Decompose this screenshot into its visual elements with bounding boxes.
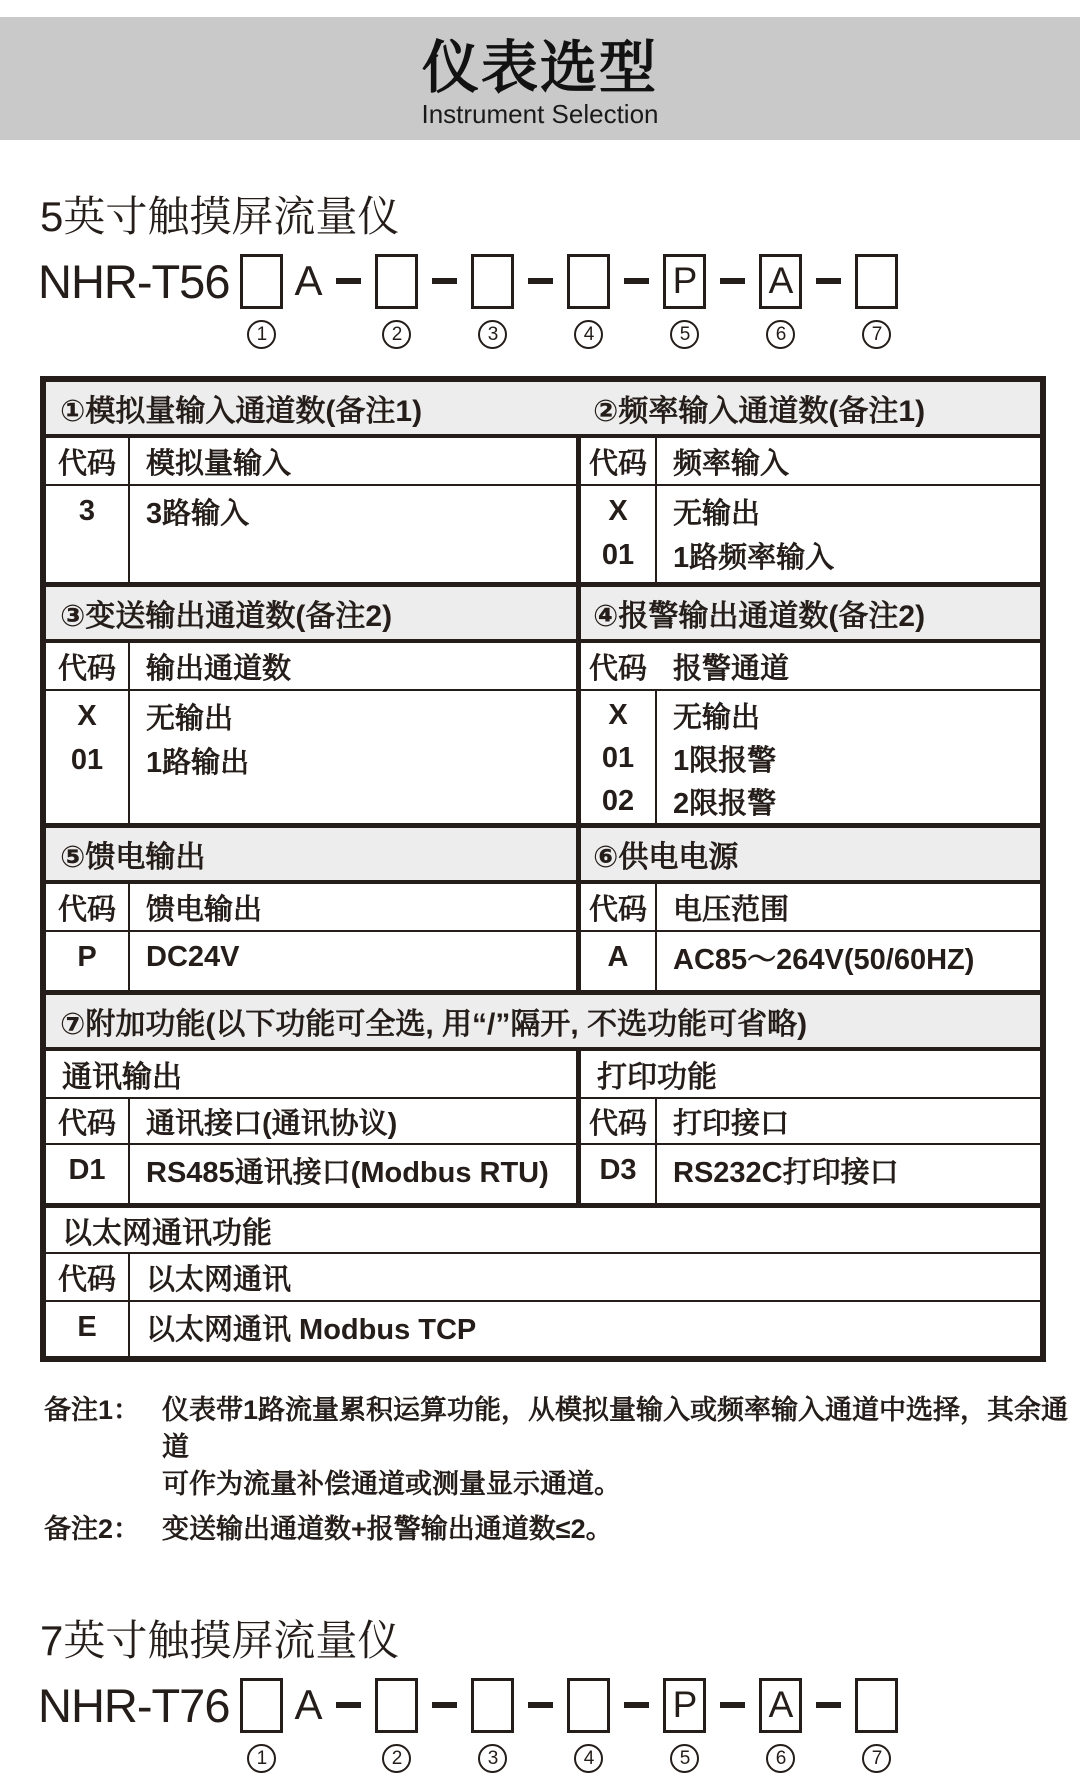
section-3-4-subhead-row [46,643,1040,689]
section-7-title: ⑦附加功能(以下功能可全选, 用“/”隔开, 不选功能可省略) [60,1008,808,1041]
model-slot-3 [471,252,514,350]
section-3-head: 输出通道数 [146,652,292,685]
model-code-box-4 [567,254,610,309]
section-3-4-data-row [46,691,1040,823]
dash-icon [336,278,361,284]
code-column-header: 代码 [57,1107,116,1140]
dash-separator [333,1676,364,1774]
section-1-2-title-row [46,382,1040,434]
dash-icon [624,278,649,284]
dash-icon [720,278,745,284]
model-slot-4 [567,252,610,350]
circled-number-6: 6 [766,320,795,349]
dash-icon [816,278,841,284]
option-desc: DC24V [146,940,240,973]
dash-icon [432,1702,457,1708]
code-value: X [608,699,628,731]
model-code-box-1 [240,1678,283,1733]
section-2-head: 频率输入 [673,447,790,480]
dash-separator [813,1676,844,1774]
section-1-2-data-row [46,486,1040,582]
code-column-header: 代码 [588,893,647,926]
model-code-box-3 [471,254,514,309]
model-slot-3 [471,1676,514,1774]
footnotes [44,1392,1080,1548]
circled-number-3: 3 [478,1744,507,1773]
code-value: 01 [601,538,635,571]
footnote-1-text [162,1392,1080,1503]
model-slot-4 [567,1676,610,1774]
code-value: 01 [70,743,104,776]
circled-number-1: 1 [247,320,276,349]
footnote-1-line-2: 可作为流量补偿通道或测量显示通道。 [162,1469,621,1499]
model-slot-2 [375,1676,418,1774]
code-value: E [77,1310,97,1343]
option-desc: 2限报警 [673,788,777,820]
code-value: X [608,494,628,527]
option-desc: 1限报警 [673,745,777,777]
model-code-box-2 [375,1678,418,1733]
model-fixed-letter-slot [294,1676,322,1774]
model-fixed-letter-slot [294,252,322,350]
section-5-6-title-row [46,828,1040,880]
section-2-title: ②频率输入通道数(备注1) [593,395,926,428]
option-desc: 3路输入 [146,497,250,530]
option-desc: 1路输出 [146,746,250,779]
model-slot-7 [855,1676,898,1774]
model-slot-6 [759,1676,802,1774]
circled-number-3: 3 [478,320,507,349]
option-desc: 1路频率输入 [673,541,835,574]
code-column-header: 代码 [588,1107,647,1140]
circled-number-2: 2 [382,320,411,349]
section-4-title: ④报警输出通道数(备注2) [593,600,926,633]
selection-table [40,376,1046,1362]
code-value: D3 [599,1153,637,1186]
dash-separator [525,1676,556,1774]
option-desc: 无输出 [673,497,761,530]
model-fixed-letter: A [294,1681,323,1728]
model-fixed-letter: A [294,257,323,304]
option-desc: 以太网通讯 Modbus TCP [146,1313,477,1346]
section-1-title: ①模拟量输入通道数(备注1) [60,395,423,428]
model-code-box-7 [855,1678,898,1733]
dash-icon [528,278,553,284]
comm-group-title: 通讯输出 [62,1061,182,1094]
circled-number-5: 5 [670,1744,699,1773]
dash-separator [717,252,748,350]
model-code-box-7 [855,254,898,309]
model-slot-5 [663,252,706,350]
section-1-2-subhead-row [46,438,1040,484]
footnote-2-text: 变送输出通道数+报警输出通道数≤2。 [162,1514,613,1544]
print-group-title: 打印功能 [597,1061,717,1094]
section-5-title: ⑤馈电输出 [60,841,206,874]
dash-icon [432,278,457,284]
footnote-1-label: 备注1： [44,1395,141,1425]
section-5-head: 馈电输出 [146,893,263,926]
page-header-banner [0,17,1080,140]
circled-number-4: 4 [574,1744,603,1773]
model-prefix: NHR-T76 [38,1678,230,1732]
model-code-box-2 [375,254,418,309]
circled-number-1: 1 [247,1744,276,1773]
option-desc: RS232C打印接口 [673,1156,899,1189]
circled-number-7: 7 [862,320,891,349]
comm-print-group-row [46,1051,1040,1097]
product-5inch-heading: 5英寸触摸屏流量仪 [40,193,400,240]
code-value: 02 [601,785,635,817]
model-prefix: NHR-T56 [38,254,230,308]
comm-print-subhead-row [46,1099,1040,1143]
model-code-box-P: P [663,1678,706,1733]
code-value: A [607,940,629,973]
circled-number-7: 7 [862,1744,891,1773]
model-code-line-5inch [38,252,1080,350]
footnote-1 [44,1392,1080,1503]
code-value: P [77,940,97,973]
model-code-box-4 [567,1678,610,1733]
section-3-4-title-row [46,587,1040,639]
ethernet-subhead-row [46,1254,1040,1300]
dash-separator [717,1676,748,1774]
model-slot-1 [240,1676,283,1774]
option-desc: AC85～264V(50/60HZ) [673,943,975,976]
code-column-header: 代码 [57,1263,116,1296]
section-5-6-data-row [46,932,1040,990]
model-slot-5 [663,1676,706,1774]
section-7-title-row [46,995,1040,1047]
comm-print-data-row [46,1145,1040,1203]
model-code-box-A: A [759,1678,802,1733]
code-column-header: 代码 [588,652,647,685]
dash-icon [720,1702,745,1708]
dash-icon [624,1702,649,1708]
code-column-header: 代码 [57,893,116,926]
code-value: 01 [601,742,635,774]
footnote-1-line-1: 仪表带1路流量累积运算功能，从模拟量输入或频率输入通道中选择，其余通道 [162,1395,1069,1462]
ethernet-head: 以太网通讯 [146,1263,292,1296]
dash-icon [816,1702,841,1708]
circled-number-4: 4 [574,320,603,349]
comm-head: 通讯接口(通讯协议) [146,1107,398,1140]
dash-separator [333,252,364,350]
dash-separator [525,252,556,350]
model-slot-7 [855,252,898,350]
model-prefix-slot [38,1676,229,1774]
section-6-title: ⑥供电电源 [593,841,739,874]
circled-number-2: 2 [382,1744,411,1773]
section-3-title: ③变送输出通道数(备注2) [60,600,393,633]
dash-separator [429,1676,460,1774]
option-desc: RS485通讯接口(Modbus RTU) [146,1156,549,1189]
dash-separator [621,252,652,350]
code-value: X [77,699,97,732]
model-code-box-3 [471,1678,514,1733]
model-slot-2 [375,252,418,350]
dash-separator [621,1676,652,1774]
dash-separator [813,252,844,350]
code-value: 3 [78,494,96,527]
ethernet-group-title: 以太网通讯功能 [62,1217,272,1250]
section-4-head: 报警通道 [673,652,790,685]
model-slot-1 [240,252,283,350]
model-code-box-A: A [759,254,802,309]
circled-number-6: 6 [766,1744,795,1773]
dash-separator [429,252,460,350]
page-subtitle: Instrument Selection [421,99,659,129]
print-head: 打印接口 [673,1107,790,1140]
ethernet-group-row [46,1208,1040,1252]
model-prefix-slot [38,252,229,350]
code-value: D1 [68,1153,106,1186]
model-code-box-1 [240,254,283,309]
code-column-header: 代码 [588,447,647,480]
ethernet-data-row [46,1302,1040,1356]
product-7inch-heading: 7英寸触摸屏流量仪 [40,1617,400,1664]
code-column-header: 代码 [57,447,116,480]
page-title: 仪表选型 [422,36,658,100]
section-5-6-subhead-row [46,884,1040,930]
model-slot-6 [759,252,802,350]
catalog-page [0,17,1080,1769]
circled-number-5: 5 [670,320,699,349]
dash-icon [528,1702,553,1708]
footnote-2-label: 备注2： [44,1514,141,1544]
option-desc: 无输出 [146,702,234,735]
model-code-box-P: P [663,254,706,309]
dash-icon [336,1702,361,1708]
footnote-2 [44,1511,1080,1548]
section-1-head: 模拟量输入 [146,447,292,480]
model-code-line-7inch [38,1676,1080,1774]
code-column-header: 代码 [57,652,116,685]
option-desc: 无输出 [673,702,761,734]
section-6-head: 电压范围 [673,893,790,926]
